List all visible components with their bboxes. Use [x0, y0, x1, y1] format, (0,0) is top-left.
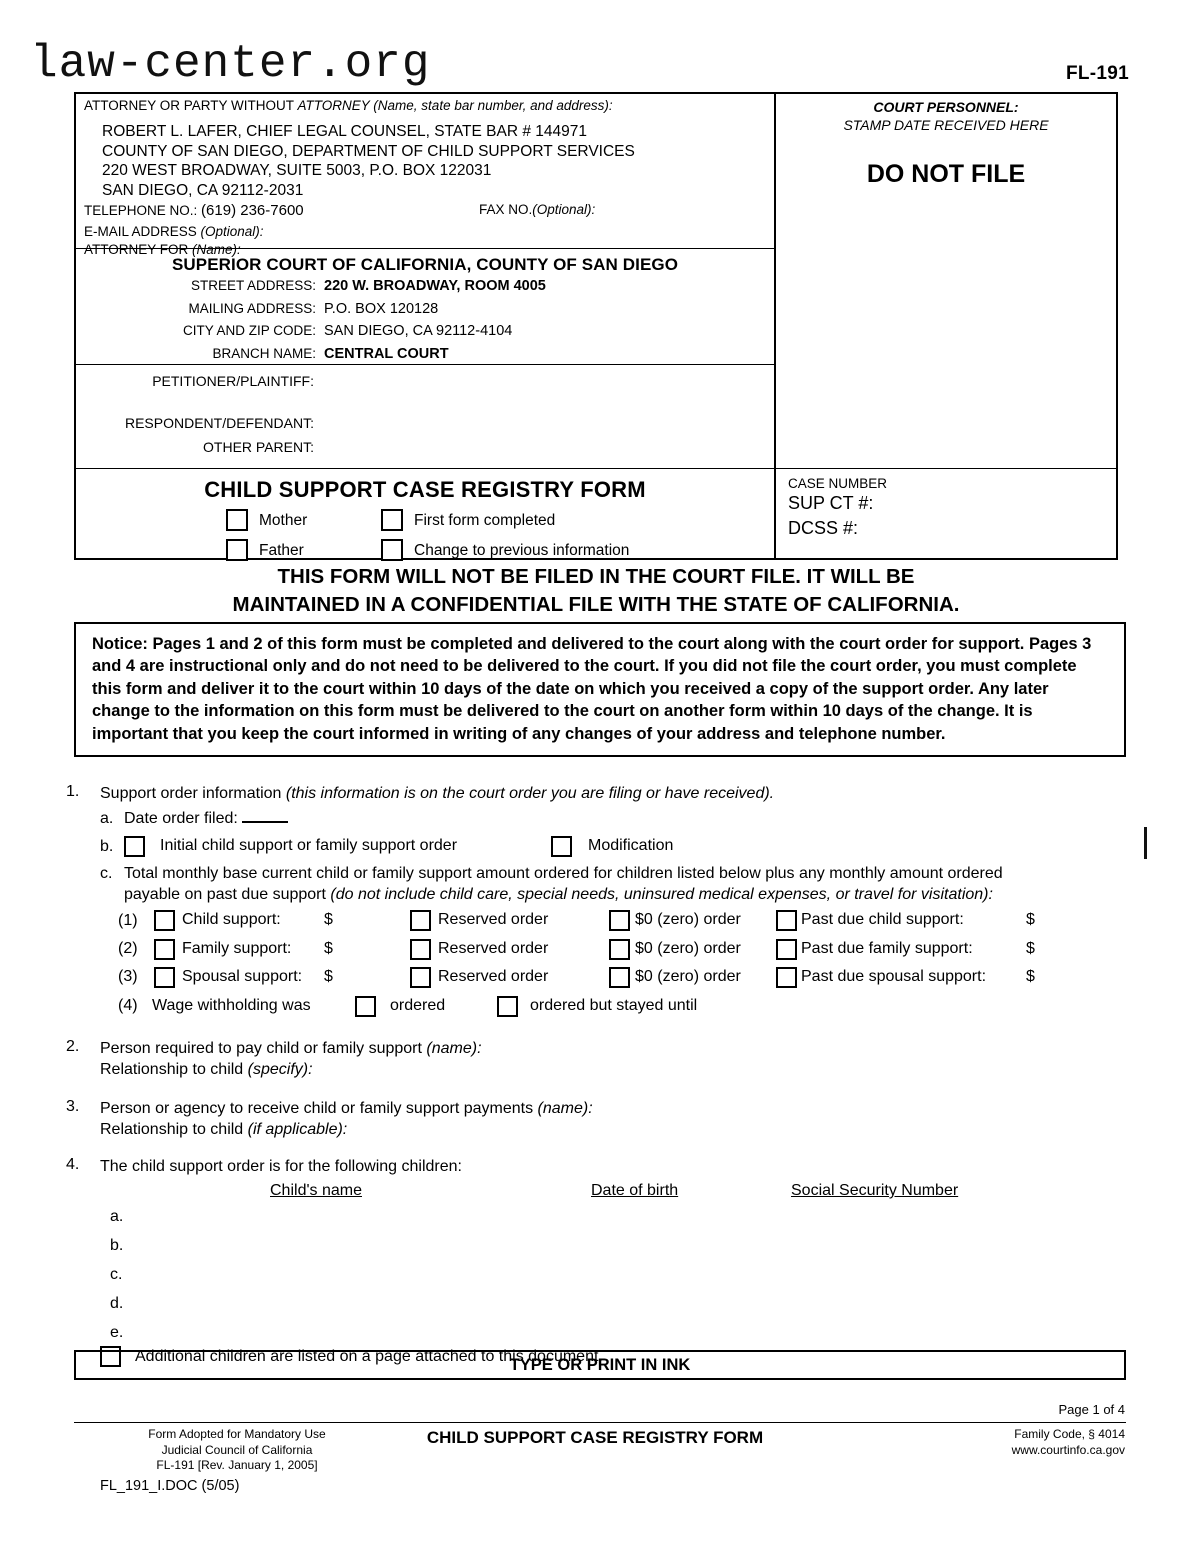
footer-council-line: Judicial Council of California [161, 1442, 313, 1457]
type-or-print-banner: TYPE OR PRINT IN INK [74, 1350, 1126, 1380]
checkbox-past-due-child-support[interactable] [776, 910, 797, 931]
item1c-row2-reserved: Reserved order [438, 940, 549, 957]
item1b-letter: b. [100, 838, 114, 855]
court-title: SUPERIOR COURT OF CALIFORNIA, COUNTY OF SAN DIEGO [171, 255, 679, 274]
item3-line1[interactable]: Person or agency to receive child or family support payments (name): [100, 1100, 593, 1117]
attorney-line: COUNTY OF SAN DIEGO, DEPARTMENT OF CHILD SUPPORT SERVICES [102, 142, 635, 160]
telephone-value: (619) 236-7600 [201, 202, 304, 219]
item1c-row1-number: (1) [118, 912, 138, 929]
court-block [76, 249, 774, 365]
footer-left-block [92, 1427, 382, 1474]
petitioner-label: PETITIONER/PLAINTIFF: [152, 373, 314, 389]
court-city-label: CITY AND ZIP CODE: [182, 323, 316, 338]
item1c-row2-pastdue-dollar[interactable]: $ [1026, 940, 1035, 957]
child-row-letter-a[interactable]: a. [110, 1208, 124, 1225]
checkbox-past-due-spousal-support[interactable] [776, 967, 797, 988]
item1c-row2-amount-dollar[interactable]: $ [324, 940, 333, 957]
sup-ct-number-field[interactable]: SUP CT #: [788, 493, 874, 513]
fax-optional: (Optional): [532, 202, 596, 217]
site-brand-watermark: law-center.org [30, 38, 431, 90]
fax-row [479, 202, 595, 217]
item1b-option2-label: Modification [588, 837, 674, 854]
court-branch-label: BRANCH NAME: [212, 345, 316, 361]
item1c-row2-number: (2) [118, 940, 138, 957]
telephone-row [84, 202, 754, 219]
document-file-name: FL_191_I.DOC (5/05) [100, 1478, 240, 1494]
item2-number: 2. [66, 1038, 80, 1055]
case-number-block[interactable] [776, 468, 1116, 560]
checkbox-family-reserved-order[interactable] [410, 939, 431, 960]
attorney-emphasis: ATTORNEY [297, 98, 370, 113]
checkbox-wage-withholding-stayed[interactable] [497, 996, 518, 1017]
item1c-row1-pastdue-dollar[interactable]: $ [1026, 911, 1035, 928]
checkbox-child-support[interactable] [154, 910, 175, 931]
child-row-letter-c[interactable]: c. [110, 1266, 123, 1283]
caption-table [74, 92, 1118, 560]
court-mailing-label: MAILING ADDRESS: [188, 300, 316, 316]
additional-children-label: Additional children are listed on a page attached to this document. [135, 1348, 603, 1365]
court-mailing-row [76, 298, 774, 321]
checkbox-wage-withholding-ordered[interactable] [355, 996, 376, 1017]
court-personnel-line2: STAMP DATE RECEIVED HERE [843, 117, 1049, 133]
attorney-for-name: (Name): [192, 242, 241, 257]
child-row-letter-b[interactable]: b. [110, 1237, 124, 1254]
confidential-line-1: THIS FORM WILL NOT BE FILED IN THE COURT FILE. IT WILL BE [277, 565, 915, 588]
court-personnel-line1: COURT PERSONNEL: [873, 99, 1019, 115]
child-row-letter-d[interactable]: d. [110, 1295, 124, 1312]
item3-number: 3. [66, 1098, 80, 1115]
case-number-label: CASE NUMBER [788, 476, 888, 491]
item1c-row1-type: Child support: [182, 911, 281, 928]
checkbox-mother-row[interactable] [226, 509, 307, 531]
item1c-row4-number: (4) [118, 997, 138, 1014]
item2-line1[interactable]: Person required to pay child or family support (name): [100, 1040, 482, 1057]
respondent-label: RESPONDENT/DEFENDANT: [124, 415, 314, 431]
confidential-line-2: MAINTAINED IN A CONFIDENTIAL FILE WITH THE STATE OF CALIFORNIA. [232, 593, 960, 616]
item1c-row2-type: Family support: [182, 940, 292, 957]
item1c-row3-zero: $0 (zero) order [635, 968, 741, 985]
attorney-for-label: ATTORNEY FOR [84, 242, 193, 257]
checkbox-change-previous-info[interactable] [381, 539, 403, 561]
attorney-address-lines [84, 122, 768, 200]
court-branch-row [76, 343, 774, 366]
item1a-letter: a. [100, 810, 114, 827]
item1c-row4-label: Wage withholding was [152, 997, 311, 1014]
do-not-file-stamp: DO NOT FILE [866, 160, 1026, 188]
revision-change-bar [1144, 827, 1147, 859]
court-street-value: 220 W. BROADWAY, ROOM 4005 [324, 278, 546, 294]
court-city-row [76, 320, 774, 343]
item1c-row2-pastdue: Past due family support: [801, 940, 973, 957]
checkbox-child-reserved-order[interactable] [410, 910, 431, 931]
item4-heading: The child support order is for the following children: [100, 1158, 462, 1175]
checkbox-spousal-zero-order[interactable] [609, 967, 630, 988]
item1c-row1-reserved: Reserved order [438, 911, 549, 928]
form-number-label: FL-191 [1065, 63, 1129, 84]
item1c-line2: payable on past due support (do not include child care, special needs, uninsured medical expenses, or travel for visitation): [124, 886, 993, 903]
court-street-row [76, 275, 774, 298]
checkbox-mother-label: Mother [259, 512, 308, 529]
item1c-row1-pastdue: Past due child support: [801, 911, 964, 928]
column-header-child-name: Child's name [270, 1182, 362, 1199]
checkbox-modification[interactable] [551, 836, 572, 857]
item1c-row3-pastdue-dollar[interactable]: $ [1026, 968, 1035, 985]
fax-label: FAX NO. [479, 202, 533, 217]
item1c-row3-number: (3) [118, 968, 138, 985]
notice-box: Notice: Pages 1 and 2 of this form must be completed and delivered to the court along with the court order for support. Pages 3 and 4 are instructional only and do not need to be delivered to the court. If you did not file the court order, you must complete this form and deliver it to the court within 10 days of the date on which you received a copy of the support order. Any later change to the information on this form must be delivered to the court on another form within 10 days of the change. It is important that you keep the court informed in writing of any changes of your address and telephone number. [74, 622, 1126, 757]
checkbox-first-form-row[interactable] [381, 509, 555, 531]
caption-right-column [776, 94, 1116, 558]
footer-rule [74, 1422, 1126, 1423]
parties-block[interactable] [76, 365, 774, 468]
item1c-row3-amount-dollar[interactable]: $ [324, 968, 333, 985]
checkbox-father-row[interactable] [226, 539, 304, 561]
item3-line2[interactable]: Relationship to child (if applicable): [100, 1121, 348, 1138]
checkbox-past-due-family-support[interactable] [776, 939, 797, 960]
attorney-block[interactable] [76, 94, 774, 257]
confidential-statement [74, 563, 1118, 619]
form-title-block [76, 468, 774, 560]
checkbox-spousal-support[interactable] [154, 967, 175, 988]
dcss-number-field[interactable]: DCSS #: [788, 518, 859, 538]
item1a-label: Date order filed: [124, 808, 288, 829]
item1c-letter: c. [100, 865, 113, 882]
attorney-line: SAN DIEGO, CA 92112-2031 [102, 181, 304, 199]
email-optional: (Optional): [200, 224, 264, 239]
item1c-line1: Total monthly base current child or family support amount ordered for children listed below plus any monthly amount ordered [124, 865, 1003, 882]
item1c-row3-reserved: Reserved order [438, 968, 549, 985]
court-city-value: SAN DIEGO, CA 92112-4104 [324, 323, 513, 339]
item2-line2[interactable]: Relationship to child (specify): [100, 1061, 313, 1078]
item1c-row1-amount-dollar[interactable]: $ [324, 911, 333, 928]
column-header-ssn: Social Security Number [791, 1182, 959, 1199]
court-street-label: STREET ADDRESS: [190, 278, 316, 293]
form-title: CHILD SUPPORT CASE REGISTRY FORM [204, 477, 646, 502]
item1c-row3-type: Spousal support: [182, 968, 303, 985]
checkbox-mother[interactable] [226, 509, 248, 531]
checkbox-child-zero-order[interactable] [609, 910, 630, 931]
checkbox-spousal-reserved-order[interactable] [410, 967, 431, 988]
item1c-row2-zero: $0 (zero) order [635, 940, 741, 957]
court-mailing-value: P.O. BOX 120128 [324, 300, 439, 317]
checkbox-father-label: Father [259, 542, 304, 559]
checkbox-initial-order[interactable] [124, 836, 145, 857]
column-header-date-of-birth: Date of birth [591, 1182, 679, 1199]
telephone-label: TELEPHONE NO.: [84, 203, 198, 218]
email-row[interactable] [84, 224, 264, 239]
item1c-row4-option1: ordered [390, 997, 446, 1014]
item1c-row1-zero: $0 (zero) order [635, 911, 741, 928]
checkbox-change-row[interactable] [381, 539, 629, 561]
court-branch-value: CENTRAL COURT [324, 345, 449, 362]
court-personnel-block [776, 94, 1116, 134]
child-row-letter-e[interactable]: e. [110, 1324, 124, 1341]
checkbox-family-zero-order[interactable] [609, 939, 630, 960]
item1-heading: Support order information (this information is on the court order you are filing or have received). [100, 785, 775, 802]
page-indicator: Page 1 of 4 [1058, 1402, 1125, 1417]
attorney-block-label: ATTORNEY OR PARTY WITHOUT ATTORNEY (Name, state bar number, and address): [84, 98, 613, 113]
checkbox-change-label: Change to previous information [414, 542, 630, 559]
footer-adopted-line: Form Adopted for Mandatory Use [148, 1427, 326, 1441]
item1c-row4-option2: ordered but stayed until [530, 997, 698, 1014]
attorney-line: 220 WEST BROADWAY, SUITE 5003, P.O. BOX 122031 [102, 162, 492, 179]
footer-family-code: Family Code, § 4014 [1014, 1427, 1125, 1441]
footer-revision-line: FL-191 [Rev. January 1, 2005] [156, 1458, 318, 1472]
checkbox-family-support[interactable] [154, 939, 175, 960]
item1-number: 1. [66, 783, 80, 800]
checkbox-father[interactable] [226, 539, 248, 561]
item1c-row3-pastdue: Past due spousal support: [801, 968, 987, 985]
caption-left-column [76, 94, 776, 558]
date-order-filed-input[interactable] [242, 810, 288, 823]
item1b-option1-label: Initial child support or family support order [160, 837, 458, 854]
attorney-line: ROBERT L. LAFER, CHIEF LEGAL COUNSEL, STATE BAR # 144971 [102, 123, 587, 140]
checkbox-first-form-label: First form completed [414, 512, 556, 529]
email-label: E-MAIL ADDRESS [84, 224, 201, 239]
other-parent-label: OTHER PARENT: [203, 439, 314, 455]
footer-right-block [1012, 1427, 1125, 1458]
checkbox-first-form-completed[interactable] [381, 509, 403, 531]
footer-website: www.courtinfo.ca.gov [1011, 1442, 1125, 1457]
footer-form-title: CHILD SUPPORT CASE REGISTRY FORM [426, 1428, 764, 1447]
item4-number: 4. [66, 1156, 80, 1173]
